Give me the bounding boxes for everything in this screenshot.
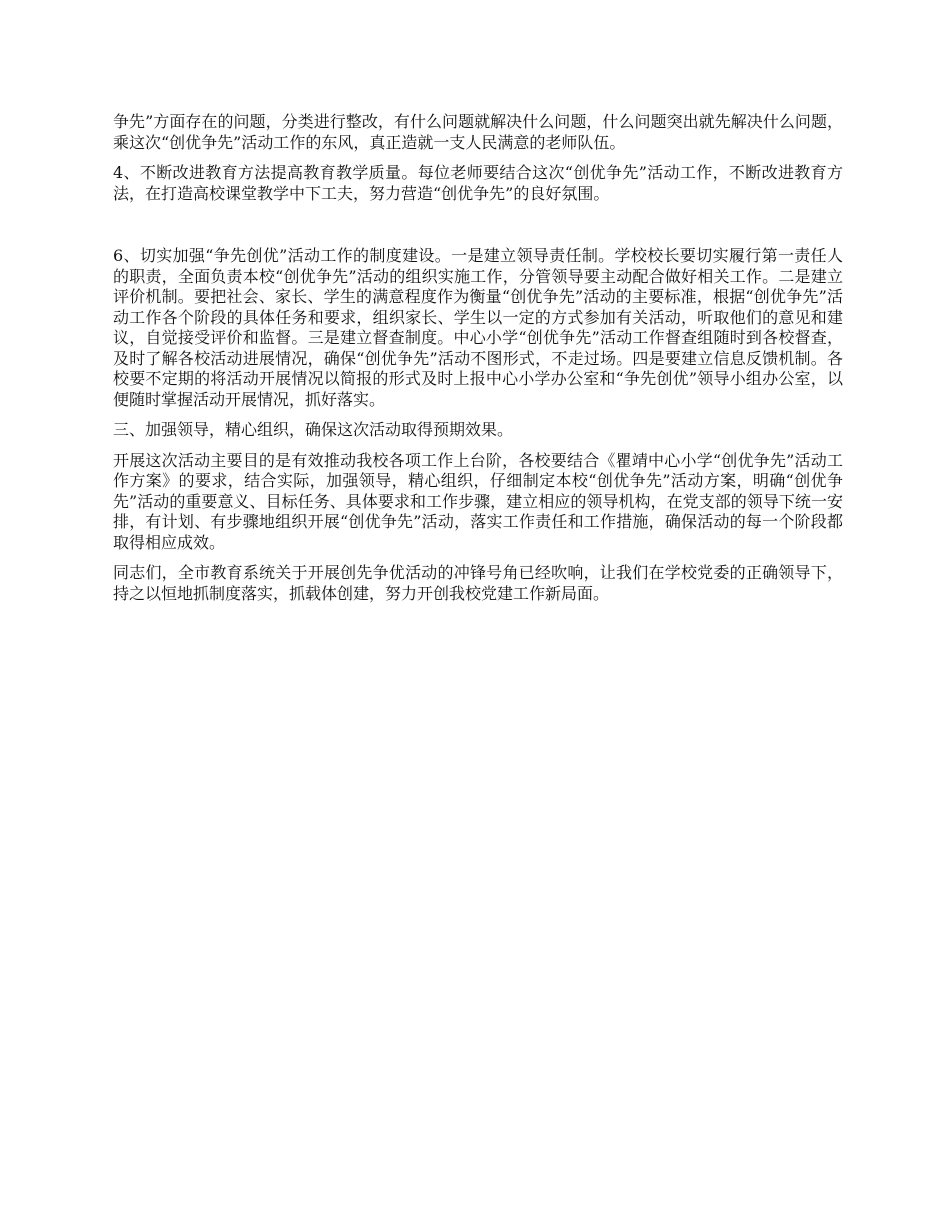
document-body (113, 112, 843, 614)
paragraph-system-building: 6、切实加强“争先创优”活动工作的制度建设。一是建立领导责任制。学校校长要切实履行第一责任人的职责，全面负责本校“创优争先”活动的组织实施工作，分管领导要主动配合做好相关工作。二是建立评价机制。要把社会、家长、学生的满意程度作为衡量“创优争先”活动的主要标准，根据“创优争先”活动工作各个阶段的具体任务和要求，组织家长、学生以一定的方式参加有关活动，听取他们的意见和建议，自觉接受评价和监督。三是建立督查制度。中心小学“创优争先”活动工作督查组随时到各校督查，及时了解各校活动进展情况，确保“创优争先”活动不图形式，不走过场。四是要建立信息反馈机制。各校要不定期的将活动开展情况以简报的形式及时上报中心小学办公室和“争先创优”领导小组办公室，以便随时掌握活动开展情况，抓好落实。 (113, 246, 843, 409)
paragraph-rectification: 争先”方面存在的问题，分类进行整改，有什么问题就解决什么问题，什么问题突出就先解决什么问题，乘这次“创优争先”活动工作的东风，真正造就一支人民满意的老师队伍。 (113, 112, 843, 152)
paragraph-closing: 同志们，全市教育系统关于开展创先争优活动的冲锋号角已经吹响，让我们在学校党委的正确领导下，持之以恒地抓制度落实，抓载体创建，努力开创我校党建工作新局面。 (113, 563, 843, 603)
paragraph-activity-purpose: 开展这次活动主要目的是有效推动我校各项工作上台阶，各校要结合《瞿靖中心小学“创优争先”活动工作方案》的要求，结合实际，加强领导，精心组织，仔细制定本校“创优争先”活动方案，明确“创优争先”活动的重要意义、目标任务、具体要求和工作步骤，建立相应的领导机构，在党支部的领导下统一安排，有计划、有步骤地组织开展“创优争先”活动，落实工作责任和工作措施，确保活动的每一个阶段都取得相应成效。 (113, 450, 843, 552)
paragraph-gap (113, 214, 843, 246)
paragraph-teaching-methods: 4、不断改进教育方法提高教育教学质量。每位老师要结合这次“创优争先”活动工作，不断改进教育方法，在打造高校课堂教学中下工夫，努力营造“创优争先”的良好氛围。 (113, 163, 843, 203)
section-heading-leadership: 三、加强领导，精心组织，确保这次活动取得预期效果。 (113, 420, 514, 439)
